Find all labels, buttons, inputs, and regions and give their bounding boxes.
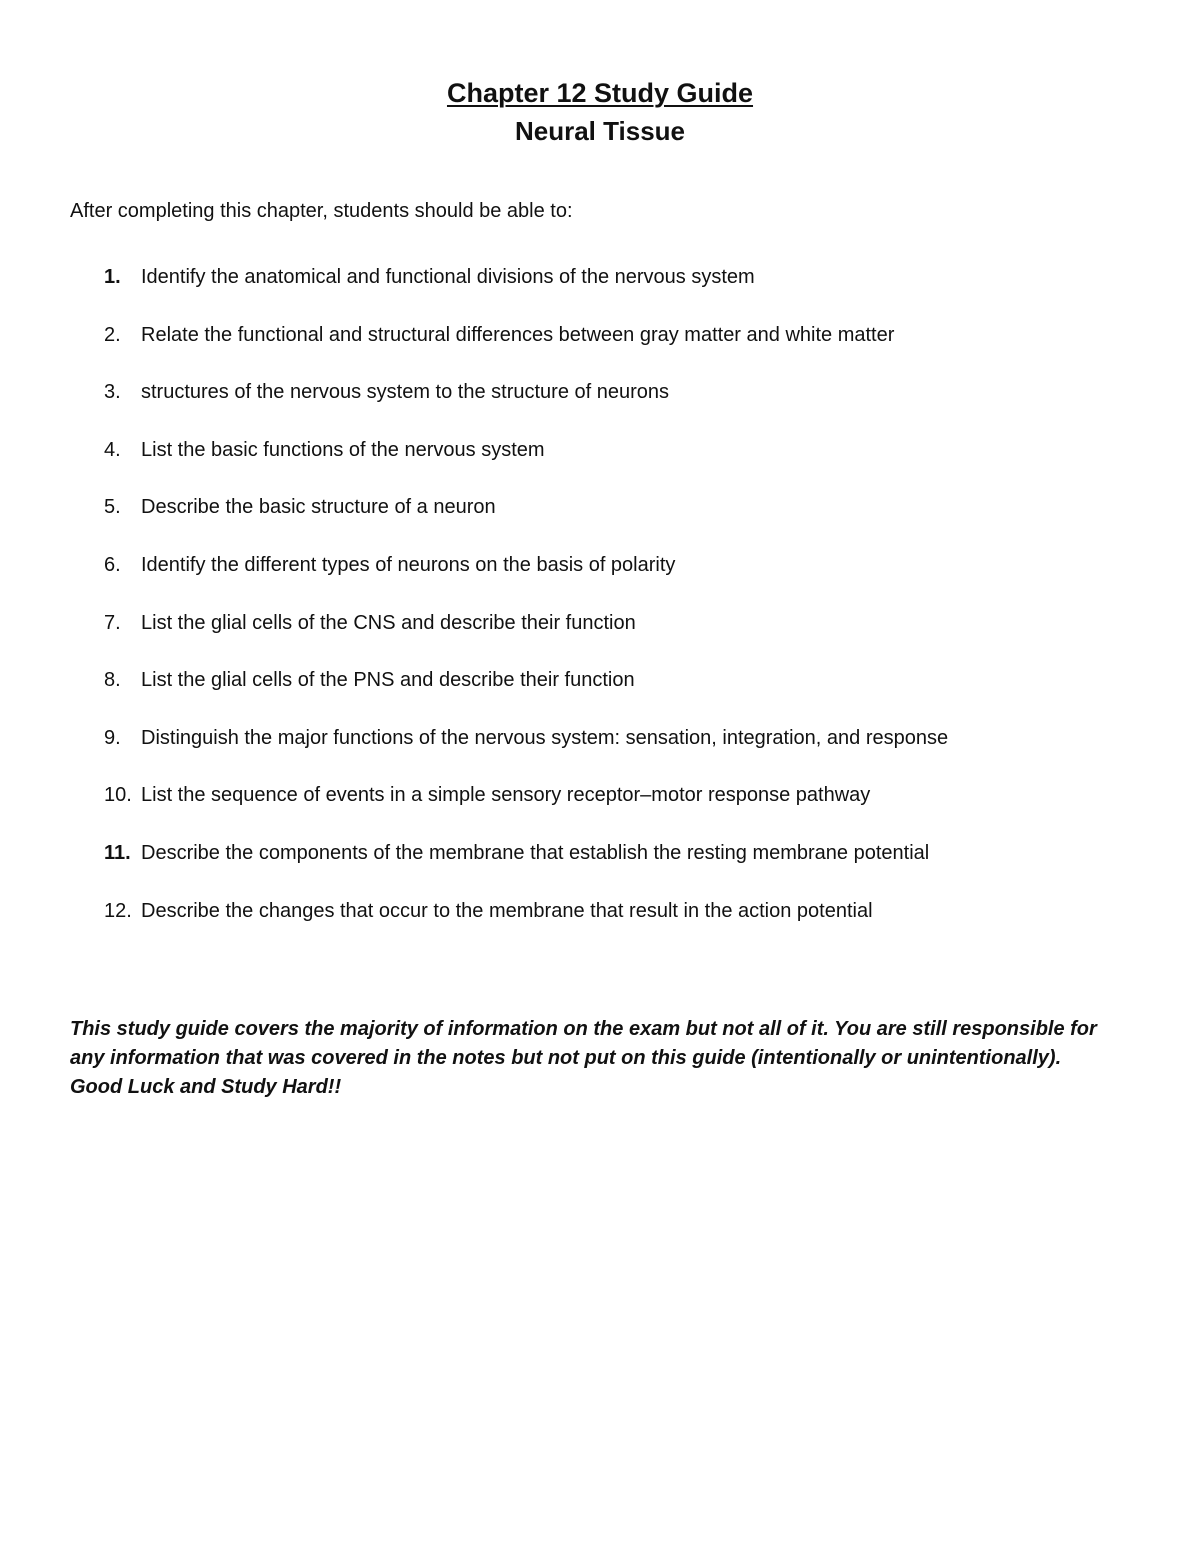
list-item [70, 552, 1130, 610]
item-text: Describe the components of the membrane that establish the resting membrane potential [141, 841, 930, 864]
list-item [70, 782, 1130, 840]
item-number: 12. [104, 899, 132, 922]
item-text: Relate the functional and structural differences between gray matter and white matter [141, 323, 895, 346]
list-item [70, 840, 1130, 898]
item-text: Identify the different types of neurons on the basis of polarity [141, 553, 676, 576]
item-text: List the basic functions of the nervous system [141, 438, 545, 461]
item-number: 6. [104, 553, 121, 576]
note-sign-off: Good Luck and Study Hard!! [70, 1076, 342, 1099]
list-item [70, 322, 1130, 380]
list-item [70, 610, 1130, 668]
item-text: structures of the nervous system to the structure of neurons [141, 381, 670, 404]
list-item [70, 437, 1130, 495]
item-text: List the glial cells of the PNS and describe their function [141, 669, 635, 692]
item-text: List the glial cells of the CNS and describe their function [141, 611, 636, 634]
item-text: Describe the basic structure of a neuron [141, 496, 496, 519]
objectives-list [70, 264, 1130, 955]
list-item [70, 379, 1130, 437]
item-number: 3. [104, 381, 121, 404]
page-title: Chapter 12 Study Guide [446, 78, 754, 108]
item-text: Distinguish the major functions of the nervous system: sensation, integration, and response [141, 726, 949, 749]
item-text: Identify the anatomical and functional divisions of the nervous system [141, 266, 755, 288]
item-number: 8. [104, 669, 121, 692]
item-number: 9. [104, 726, 121, 749]
list-item [70, 264, 1130, 322]
list-item [70, 898, 1130, 956]
list-item [70, 725, 1130, 783]
note-text: This study guide covers the majority of information on the exam but not all of it. You are still responsible for any information that was covered in the notes but not put on this guide (intentionally or unintentionally). [70, 1018, 1097, 1070]
intro-text: After completing this chapter, students should be able to: [70, 200, 573, 222]
item-number: 11. [104, 841, 131, 864]
item-number: 10. [104, 784, 132, 807]
item-number: 1. [104, 266, 121, 288]
item-number: 5. [104, 496, 121, 519]
item-number: 2. [104, 323, 121, 346]
item-number: 4. [104, 438, 121, 461]
list-item [70, 667, 1130, 725]
item-number: 7. [104, 611, 121, 634]
item-text: Describe the changes that occur to the membrane that result in the action potential [141, 899, 873, 922]
exam-note [70, 1015, 1130, 1102]
page-subtitle: Neural Tissue [514, 116, 686, 146]
list-item [70, 494, 1130, 552]
item-text: List the sequence of events in a simple sensory receptor–motor response pathway [141, 784, 871, 807]
